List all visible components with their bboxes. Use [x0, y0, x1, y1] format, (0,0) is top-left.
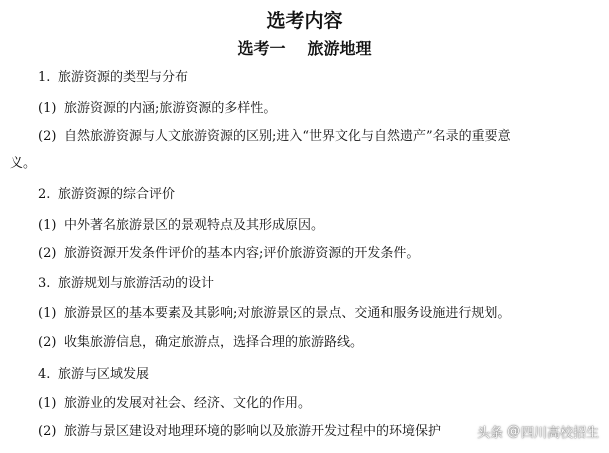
list-item [38, 334, 363, 352]
page-subtitle [0, 38, 609, 60]
item-text: 旅游资源开发条件评价的基本内容;评价旅游资源的开发条件。 [64, 246, 420, 261]
item-number: (2) [38, 424, 57, 439]
section-title: 旅游规划与旅游活动的设计 [58, 276, 215, 291]
section-number: 3. [38, 276, 51, 291]
watermark [477, 420, 599, 442]
item-continuation: 义。 [10, 156, 37, 171]
item-text: 旅游业的发展对社会、经济、文化的作用。 [64, 396, 312, 411]
section-heading [38, 186, 175, 204]
list-item [38, 395, 311, 413]
watermark-account: 四川高校招生 [520, 425, 599, 441]
item-number: (1) [38, 396, 57, 411]
section-number: 2. [38, 187, 51, 202]
watermark-source: 头条 [476, 425, 503, 441]
section-title: 旅游资源的类型与分布 [58, 70, 189, 85]
item-number: (2) [38, 246, 57, 261]
item-text: 自然旅游资源与人文旅游资源的区别;进入“世界文化与自然遗产”名录的重要意 [64, 129, 511, 144]
section-title: 旅游与区域发展 [58, 367, 150, 382]
item-number: (2) [38, 335, 57, 350]
subtitle-part-b: 旅游地理 [307, 39, 372, 58]
section-heading [38, 69, 188, 87]
item-text: 旅游与景区建设对地理环境的影响以及旅游开发过程中的环境保护 [64, 424, 442, 439]
section-title: 旅游资源的综合评价 [58, 187, 176, 202]
section-heading [38, 275, 214, 293]
item-text: 旅游景区的基本要素及其影响;对旅游景区的景点、交通和服务设施进行规划。 [64, 306, 511, 321]
item-number: (1) [38, 101, 57, 116]
list-item [38, 217, 324, 235]
item-text: 中外著名旅游景区的景观特点及其形成原因。 [64, 218, 325, 233]
item-text: 收集旅游信息，确定旅游点，选择合理的旅游路线。 [64, 335, 364, 350]
watermark-at: @ [506, 423, 520, 439]
section-heading [38, 366, 149, 384]
item-text: 旅游资源的内涵;旅游资源的多样性。 [64, 101, 277, 116]
list-item [38, 305, 510, 323]
page-title: 选考内容 [266, 10, 343, 32]
item-number: (1) [38, 306, 57, 321]
section-number: 1. [38, 70, 51, 85]
list-item [38, 100, 276, 118]
item-number: (1) [38, 218, 57, 233]
section-number: 4. [38, 367, 51, 382]
list-item [38, 423, 441, 441]
list-item [38, 245, 419, 263]
list-item [38, 128, 511, 146]
subtitle-part-a: 选考一 [237, 39, 286, 58]
item-number: (2) [38, 129, 57, 144]
